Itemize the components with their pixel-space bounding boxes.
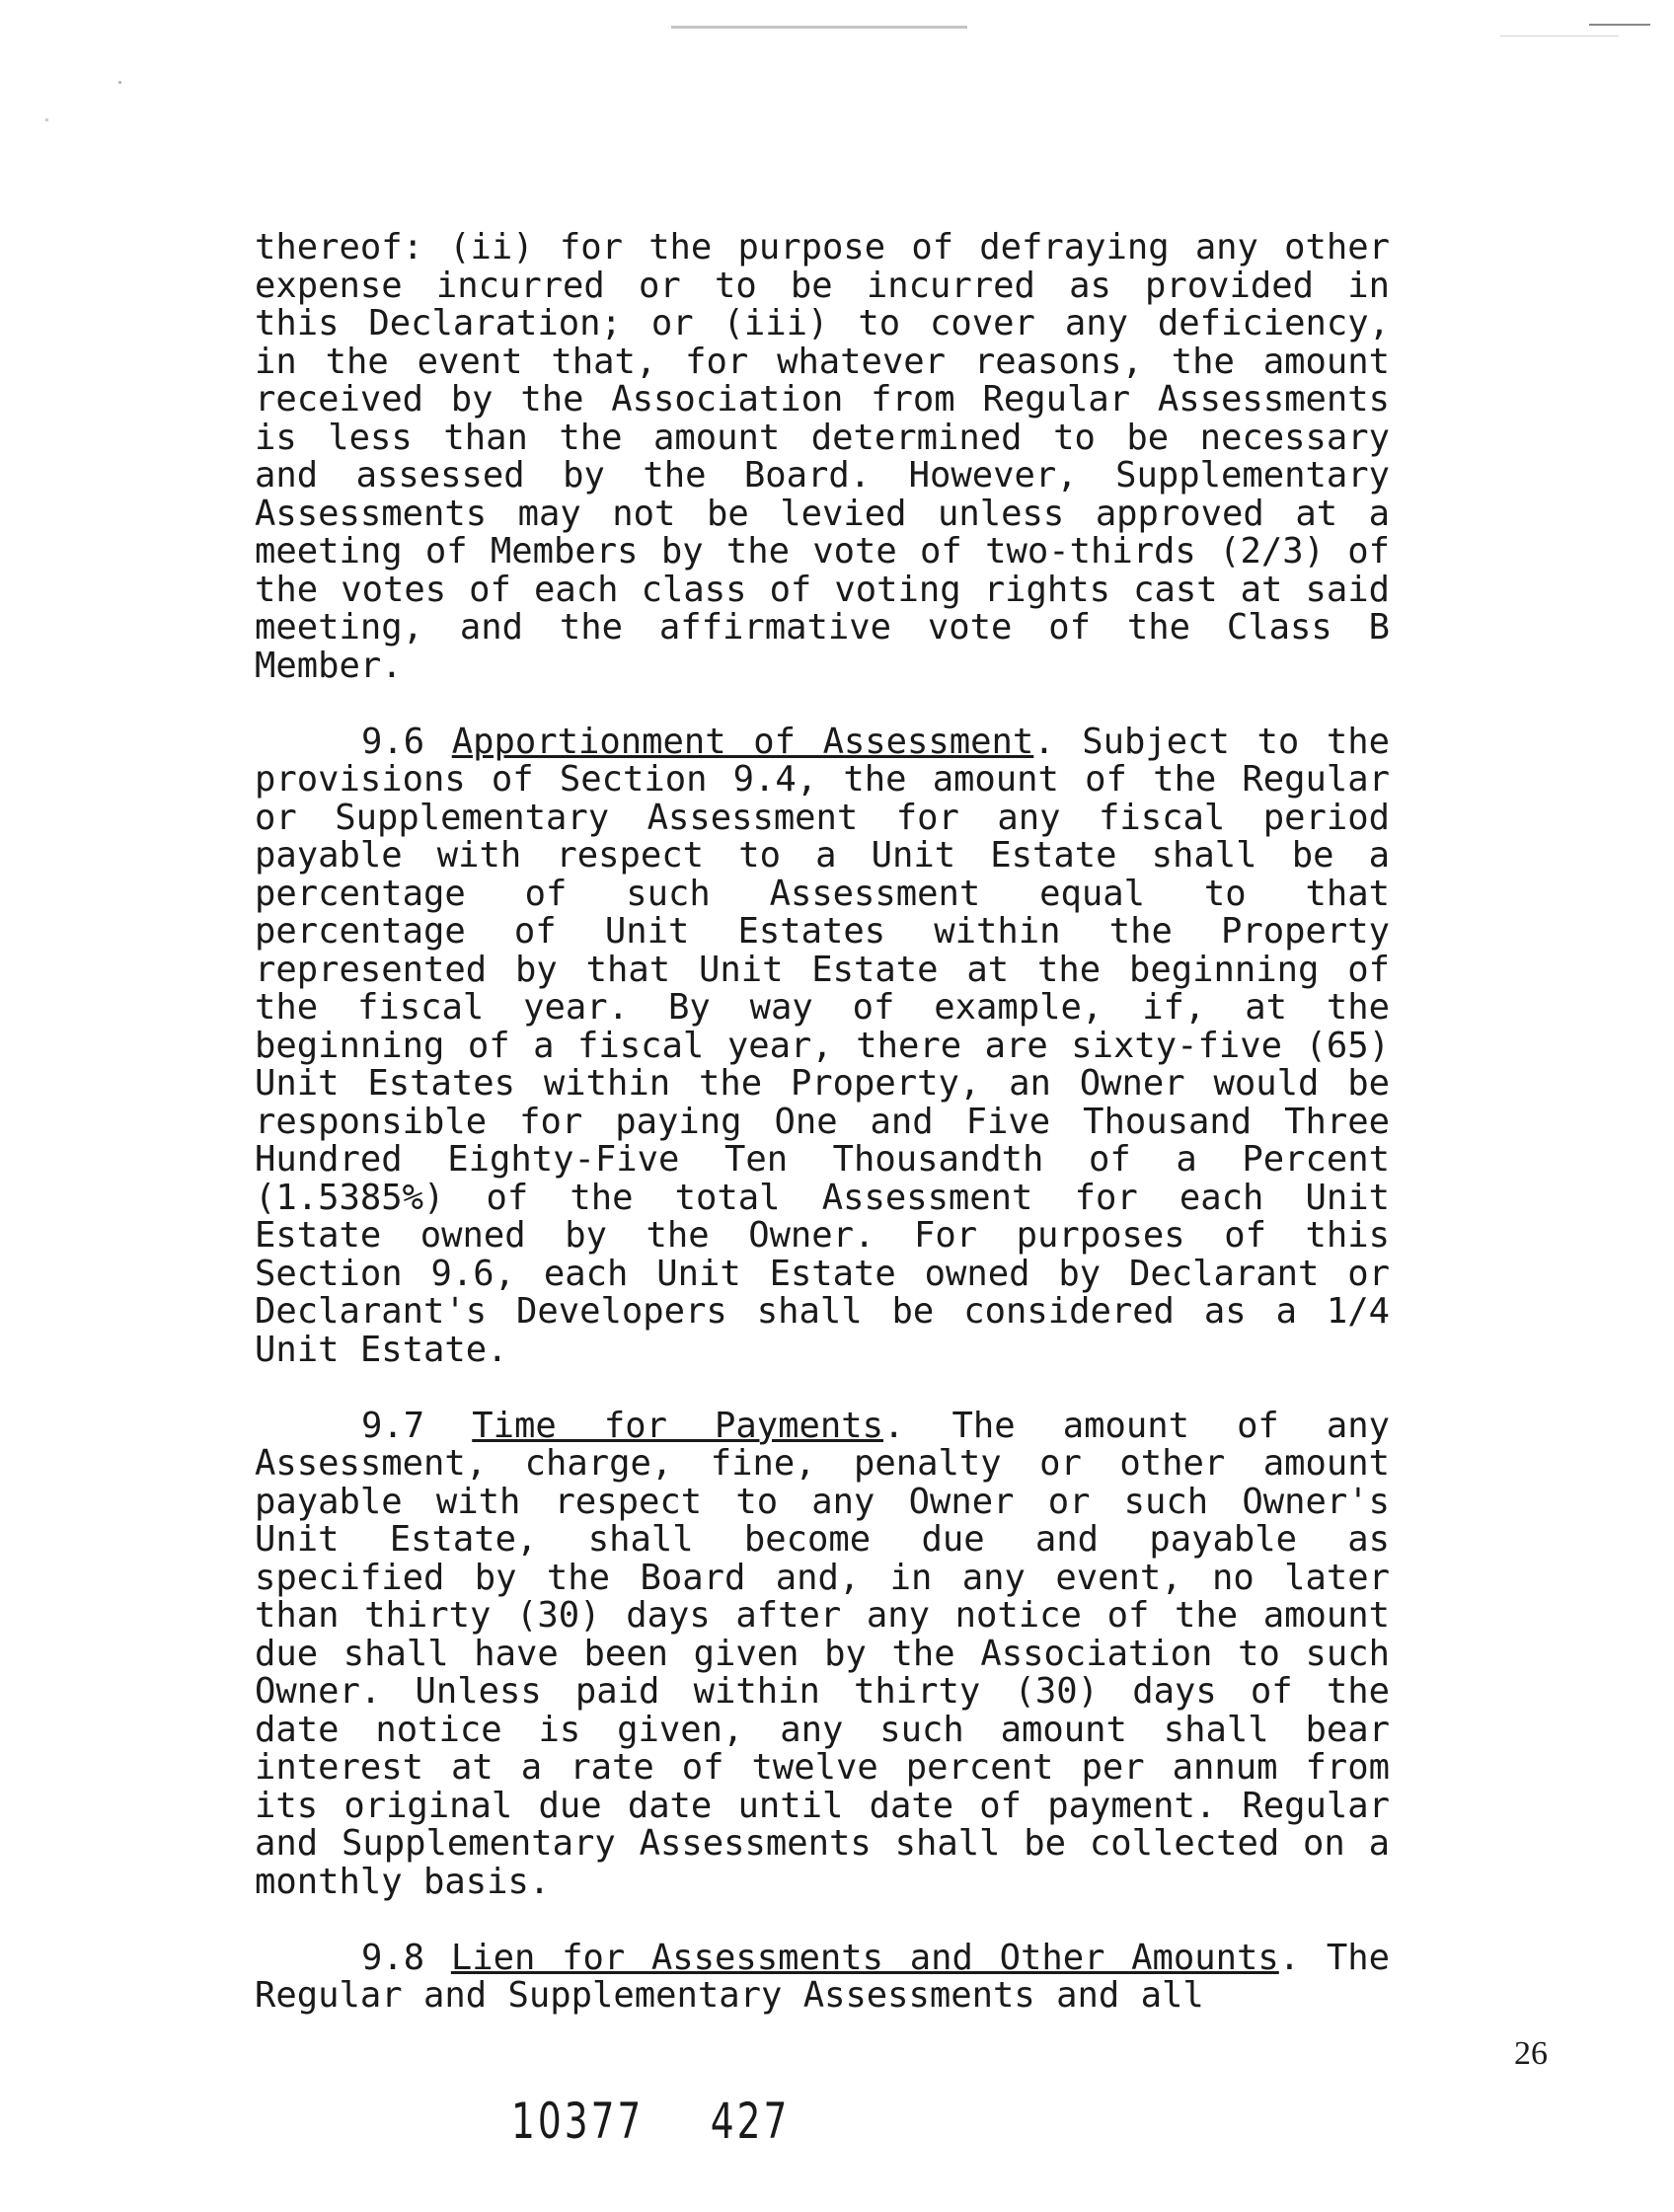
- section-number: 9.8: [361, 1937, 425, 1978]
- page-number: 26: [1514, 2035, 1548, 2072]
- section-9-7: 9.7 Time for Payments. The amount of any Assessment, charge, fine, penalty or other amount payable with respect to any Owner or such Owner's Unit Estate, shall become due and payable as specified by the Board and, in any event, no later than thirty (30) days after any notice of the amount due shall have been given by the Association to such Owner. Unless paid within thirty (30) days of the date notice is given, any such amount shall bear interest at a rate of twelve percent per annum from its original due date until date of payment. Regular and Supplementary Assessments shall be collected on a monthly basis.: [255, 1405, 1391, 1902]
- section-number: 9.7: [361, 1405, 425, 1446]
- scan-artifact: [671, 26, 967, 29]
- section-heading: Apportionment of Assessment: [451, 721, 1034, 762]
- section-9-8: 9.8 Lien for Assessments and Other Amounts. The Regular and Supplementary Assessments and all: [255, 1937, 1391, 2016]
- page-reference: 427: [710, 2093, 791, 2150]
- section-heading: Time for Payments: [472, 1405, 884, 1446]
- recording-book-page-stamp: [511, 2093, 790, 2150]
- scan-artifact: [45, 118, 48, 121]
- book-number: 10377: [511, 2093, 645, 2150]
- section-9-6: 9.6 Apportionment of Assessment. Subject to the provisions of Section 9.4, the amount of the Regular or Supplementary Assessment for any fiscal period payable with respect to a Unit Estate shall be a percentage of such Assessment equal to that percentage of Unit Estates within the Property represented by that Unit Estate at the beginning of the fiscal year. By way of example, if, at the beginning of a fiscal year, there are sixty-five (65) Unit Estates within the Property, an Owner would be responsible for paying One and Five Thousand Three Hundred Eighty-Five Ten Thousandth of a Percent (1.5385%) of the total Assessment for each Unit Estate owned by the Owner. For purposes of this Section 9.6, each Unit Estate owned by Declarant or Declarant's Developers shall be considered as a 1/4 Unit Estate.: [255, 721, 1390, 1370]
- paragraph-text: The Regular and Supplementary Assessments and all: [255, 1937, 1391, 2016]
- section-number: 9.6: [361, 721, 425, 762]
- document-body: [255, 229, 1390, 2016]
- scan-artifact: [1500, 36, 1619, 37]
- scan-artifact: [118, 81, 121, 84]
- paragraph-continuation: [255, 229, 1390, 685]
- scan-artifact: [1589, 24, 1650, 26]
- paragraph-text: thereof: (ii) for the purpose of defraying any other expense incurred or to be incurred as provided in this Declaration; or (iii) to cover any deficiency, in the event that, for whatever reasons, the amount received by the Association from Regular Assessments is less than the amount determined to be necessary and assessed by the Board. However, Supplementary Assessments may not be levied unless approved at a meeting of Members by the vote of two-thirds (2/3) of the votes of each class of voting rights cast at said meeting, and the affirmative vote of the Class B Member.: [255, 227, 1390, 686]
- paragraph-text: Subject to the provisions of Section 9.4, the amount of the Regular or Supplementary Assessment for any fiscal period payable with respect to a Unit Estate shall be a percentage of such Assessment equal to that percentage of Unit Estates within the Property represented by that Unit Estate at the beginning of the fiscal year. By way of example, if, at the beginning of a fiscal year, there are sixty-five (65) Unit Estates within the Property, an Owner would be responsible for paying One and Five Thousand Three Hundred Eighty-Five Ten Thousandth of a Percent (1.5385%) of the total Assessment for each Unit Estate owned by the Owner. For purposes of this Section 9.6, each Unit Estate owned by Declarant or Declarant's Developers shall be considered as a 1/4 Unit Estate.: [255, 721, 1390, 1370]
- section-heading: Lien for Assessments and Other Amounts: [450, 1937, 1279, 1978]
- paragraph-text: The amount of any Assessment, charge, fine, penalty or other amount payable with respect to any Owner or such Owner's Unit Estate, shall become due and payable as specified by the Board and, in any event, no later than thirty (30) days after any notice of the amount due shall have been given by the Association to such Owner. Unless paid within thirty (30) days of the date notice is given, any such amount shall bear interest at a rate of twelve percent per annum from its original due date until date of payment. Regular and Supplementary Assessments shall be collected on a monthly basis.: [255, 1405, 1391, 1902]
